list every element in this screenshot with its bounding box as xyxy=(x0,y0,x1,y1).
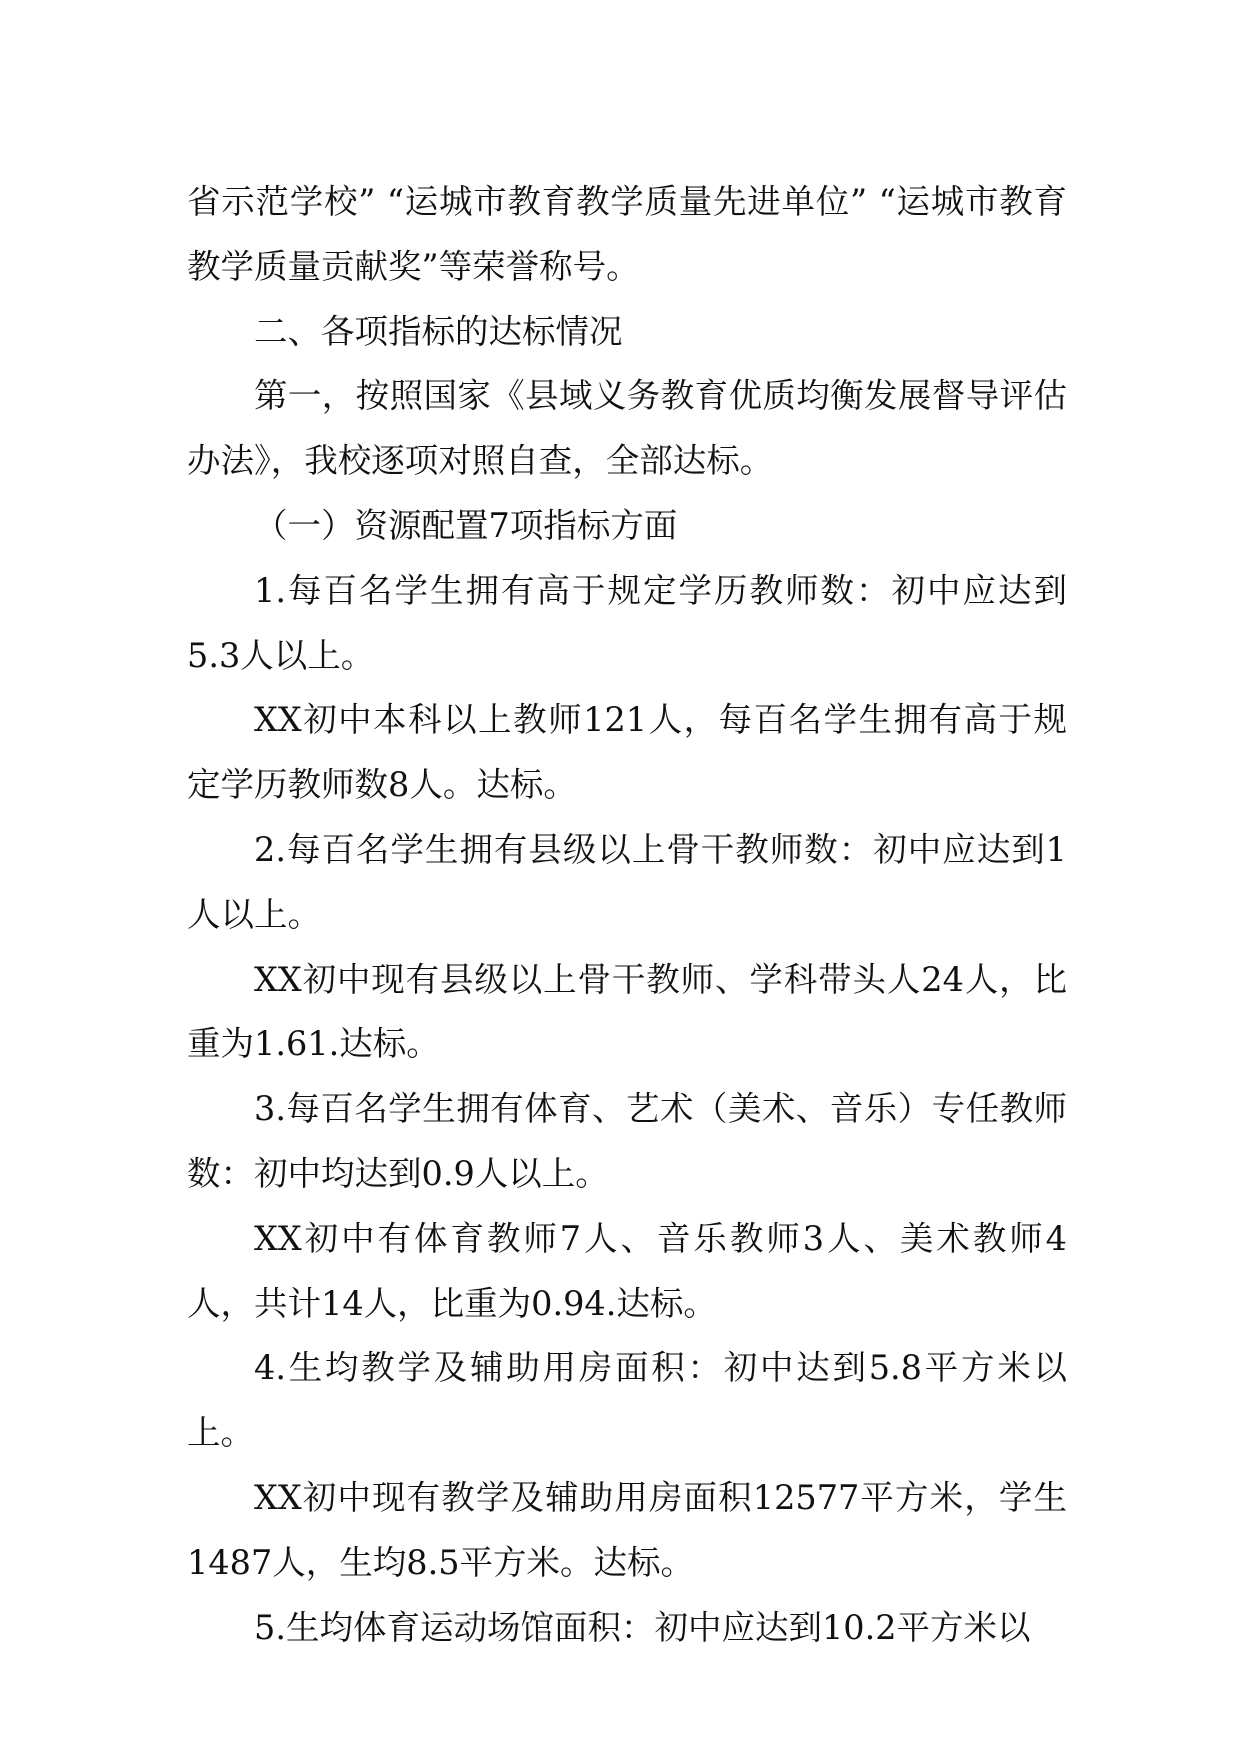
indicator-1: 1.每百名学生拥有高于规定学历教师数：初中应达到5.3人以上。 xyxy=(187,570,1067,675)
paragraph-honors: 省示范学校” “运城市教育教学质量先进单位” “运城市教育教学质量贡献奖”等荣誉称号。 xyxy=(187,182,1067,286)
subsection-heading: （一）资源配置7项指标方面 xyxy=(254,505,678,545)
section-heading: 二、各项指标的达标情况 xyxy=(254,311,623,351)
indicator-2-result: XX初中现有县级以上骨干教师、学科带头人24人，比重为1.61.达标。 xyxy=(187,959,1067,1064)
indicator-1-result: XX初中本科以上教师121人，每百名学生拥有高于规定学历教师数8人。达标。 xyxy=(187,700,1067,805)
indicator-3: 3.每百名学生拥有体育、艺术（美术、音乐）专任教师数：初中均达到0.9人以上。 xyxy=(187,1089,1067,1193)
indicator-4-result: XX初中现有教学及辅助用房面积12577平方米，学生1487人，生均8.5平方米。达标。 xyxy=(187,1477,1067,1582)
document-body xyxy=(187,170,1067,1660)
paragraph-first-point: 第一，按照国家《县域义务教育优质均衡发展督导评估办法》，我校逐项对照自查，全部达标。 xyxy=(187,376,1067,481)
indicator-5: 5.生均体育运动场馆面积：初中应达到10.2平方米以 xyxy=(254,1607,1031,1647)
indicator-4: 4.生均教学及辅助用房面积：初中达到5.8平方米以上。 xyxy=(187,1348,1067,1453)
indicator-2: 2.每百名学生拥有县级以上骨干教师数：初中应达到1人以上。 xyxy=(187,829,1067,934)
indicator-3-result: XX初中有体育教师7人、音乐教师3人、美术教师4人，共计14人，比重为0.94.达标。 xyxy=(187,1218,1067,1323)
